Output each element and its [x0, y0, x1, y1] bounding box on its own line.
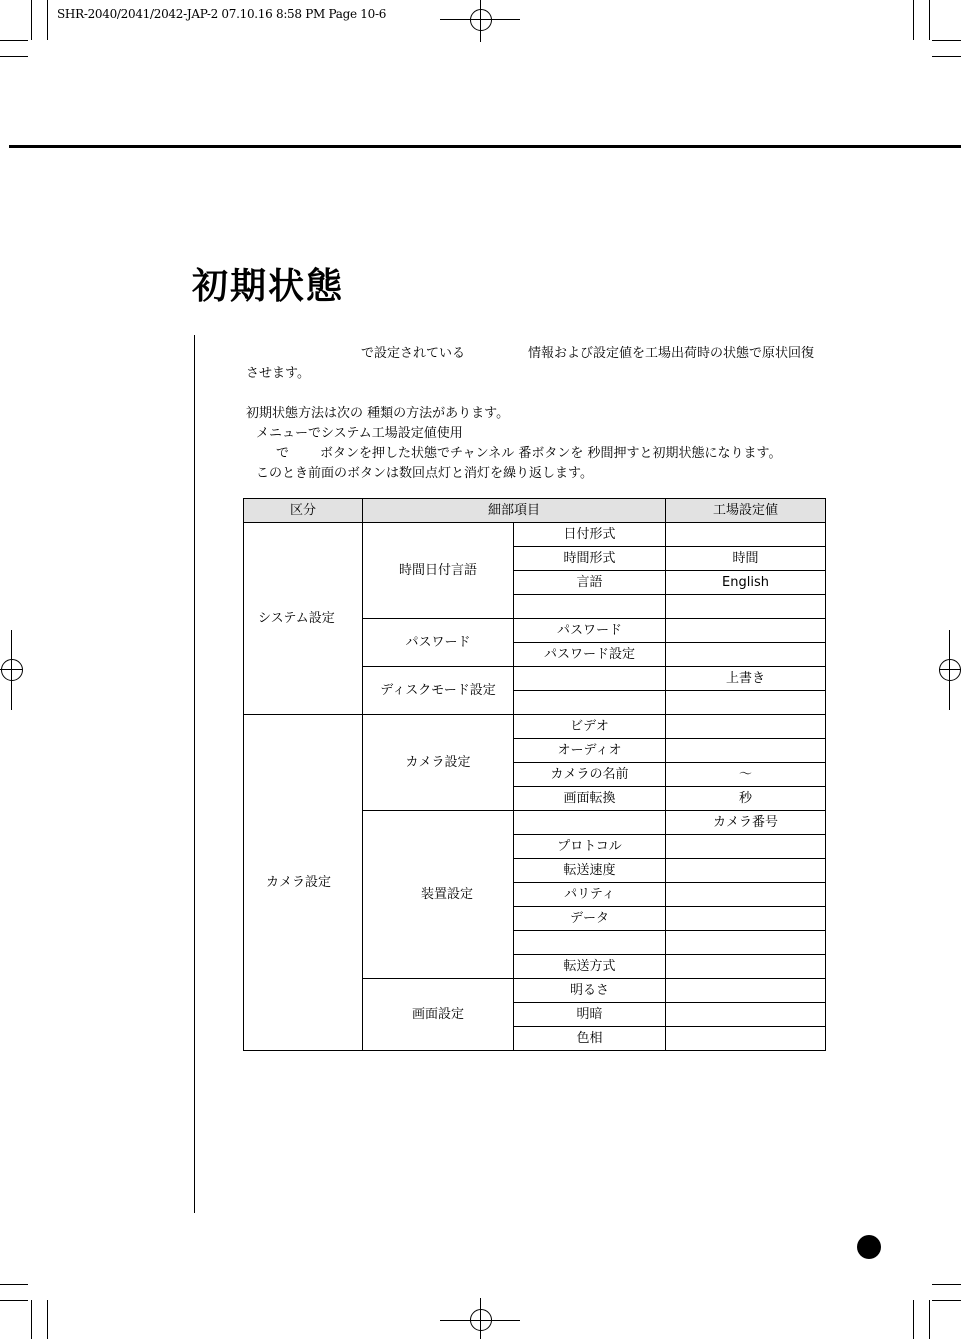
subgroup-disk-mode: ディスクモード設定: [363, 667, 514, 715]
subgroup-device-settings: 装置設定: [363, 811, 514, 979]
group-system: システム設定: [244, 523, 363, 715]
methods-heading: 初期状態方法は次の 種類の方法があります。: [246, 406, 510, 421]
value-cell: [666, 979, 826, 1003]
item-cell: [514, 811, 666, 835]
value-cell: [666, 715, 826, 739]
item-cell: 転送速度: [514, 859, 666, 883]
value-cell: [666, 1003, 826, 1027]
intro-line1-a: で設定されている: [361, 346, 466, 361]
item-cell: [514, 667, 666, 691]
value-cell: 時間: [666, 547, 826, 571]
table-row: [244, 523, 826, 547]
item-cell: 明るさ: [514, 979, 666, 1003]
subgroup-screen-settings: 画面設定: [363, 979, 514, 1051]
item-cell: 転送方式: [514, 955, 666, 979]
method-2-b: ボタンを押した状態でチャンネル 番ボタンを 秒間押すと初期状態になります。: [320, 446, 782, 461]
value-cell: [666, 1027, 826, 1051]
subgroup-password: パスワード: [363, 619, 514, 667]
page-marker-dot: [857, 1235, 881, 1259]
table-header-row: [244, 499, 826, 523]
value-cell: [666, 835, 826, 859]
subgroup-time-date-lang: 時間日付言語: [363, 523, 514, 619]
subgroup-camera-settings: カメラ設定: [363, 715, 514, 811]
item-cell: [514, 931, 666, 955]
method-note: このとき前面のボタンは数回点灯と消灯を繰り返します。: [256, 466, 593, 481]
header-rule: [9, 145, 961, 148]
value-cell: [666, 955, 826, 979]
value-cell: 秒: [666, 787, 826, 811]
method-1: メニューでシステム工場設定値使用: [256, 426, 463, 441]
item-cell: 時間形式: [514, 547, 666, 571]
value-cell: [666, 595, 826, 619]
item-cell: データ: [514, 907, 666, 931]
group-camera: カメラ設定: [244, 715, 363, 1051]
value-cell: ～: [666, 763, 826, 787]
value-cell: [666, 739, 826, 763]
item-cell: パスワード設定: [514, 643, 666, 667]
header-category: 区分: [244, 499, 363, 523]
page-title: 初期状態: [192, 266, 345, 307]
table-row: [244, 715, 826, 739]
item-cell: [514, 595, 666, 619]
margin-rule: [194, 335, 195, 1213]
value-cell: [666, 931, 826, 955]
item-cell: 言語: [514, 571, 666, 595]
value-cell: 上書き: [666, 667, 826, 691]
item-cell: パリティ: [514, 883, 666, 907]
item-cell: 明暗: [514, 1003, 666, 1027]
value-cell: [666, 883, 826, 907]
value-cell: [666, 619, 826, 643]
value-cell: カメラ番号: [666, 811, 826, 835]
factory-defaults-table: [243, 498, 826, 1051]
item-cell: パスワード: [514, 619, 666, 643]
value-cell: [666, 523, 826, 547]
value-cell: [666, 907, 826, 931]
method-2-a: で: [276, 446, 290, 461]
item-cell: 日付形式: [514, 523, 666, 547]
intro-line1-b: 情報および設定値を工場出荷時の状態で原状回復: [528, 346, 815, 361]
item-cell: ビデオ: [514, 715, 666, 739]
value-cell: [666, 643, 826, 667]
item-cell: 色相: [514, 1027, 666, 1051]
item-cell: プロトコル: [514, 835, 666, 859]
header-default: 工場設定値: [666, 499, 826, 523]
item-cell: オーディオ: [514, 739, 666, 763]
value-cell: English: [666, 571, 826, 595]
value-cell: [666, 859, 826, 883]
item-cell: [514, 691, 666, 715]
item-cell: 画面転換: [514, 787, 666, 811]
header-detail: 細部項目: [363, 499, 666, 523]
value-cell: [666, 691, 826, 715]
intro-line2: させます。: [246, 366, 310, 381]
item-cell: カメラの名前: [514, 763, 666, 787]
print-header: SHR-2040/2041/2042-JAP-2 07.10.16 8:58 PM Page 10-6: [57, 7, 387, 21]
